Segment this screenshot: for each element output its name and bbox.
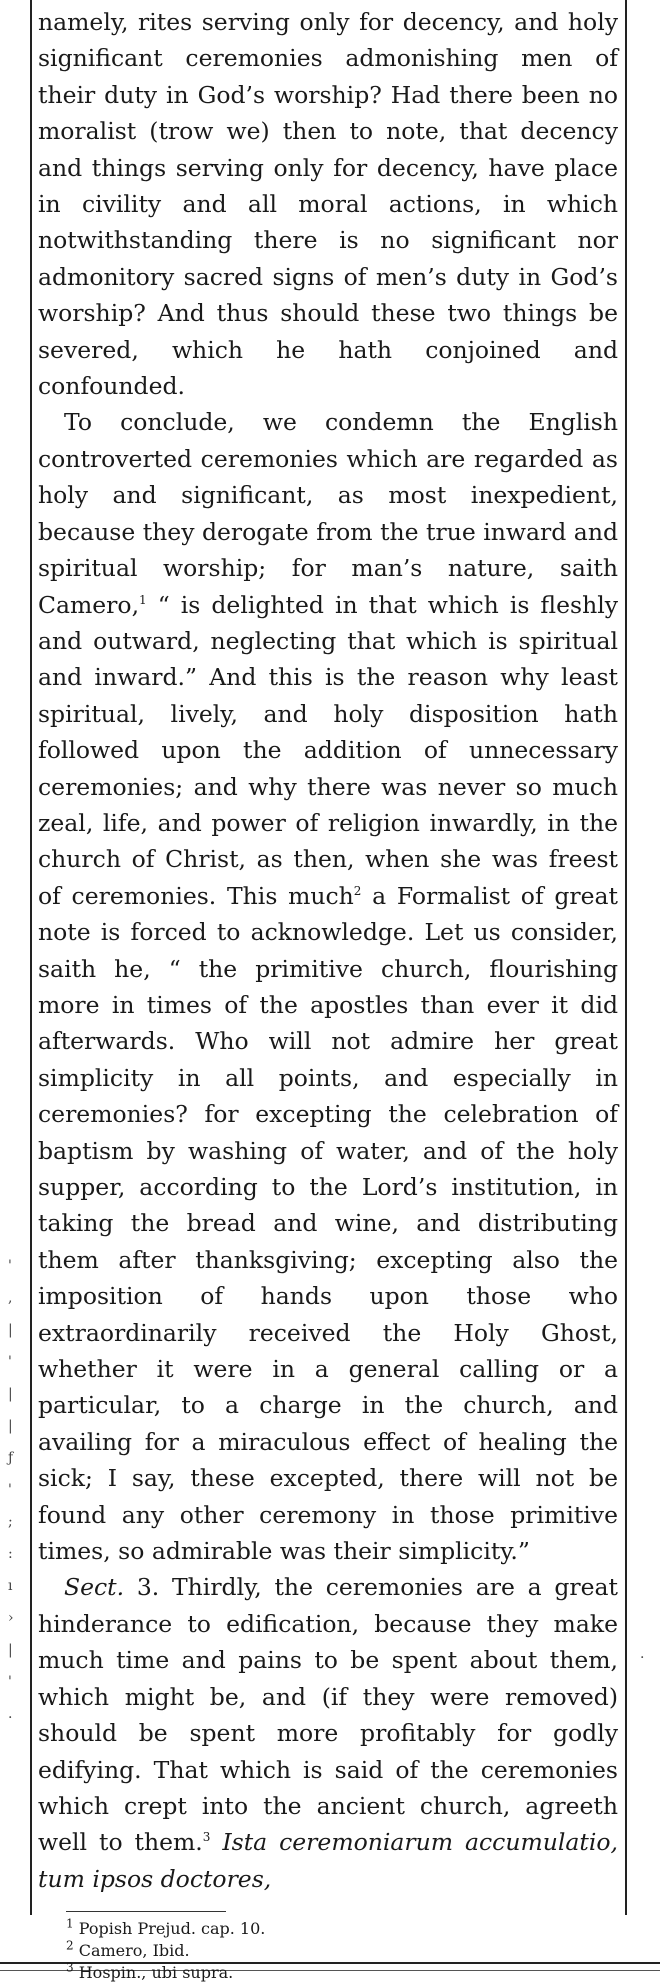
paragraph-text: To conclude, we condemn the English controverted ceremonies which are regarded as holy and significant, as most inexpedient, because they derogate from the true inward and spiritual worship; for man’s nature, saith Camero,: [38, 408, 618, 619]
footnote-text: Popish Prejud. cap. 10.: [73, 1919, 266, 1939]
footnote-number: 1: [66, 1916, 74, 1931]
margin-mark: ›: [8, 1610, 14, 1626]
footnote: [66, 1918, 618, 1940]
footnotes: [38, 1918, 618, 1984]
latin-quotation: Ista ceremoniarum accumulatio, tum ipsos doctores,: [38, 1828, 618, 1893]
left-column-rule: [30, 0, 32, 1915]
paragraph-sect-3: [38, 1569, 618, 1897]
margin-mark: ;: [8, 1514, 13, 1530]
margin-mark: ': [8, 1482, 12, 1498]
margin-mark: ƒ: [8, 1450, 14, 1466]
margin-mark: ı: [8, 1578, 13, 1594]
margin-mark: |: [8, 1642, 13, 1658]
paragraph-text: 3. Thirdly, the ceremonies are a great hinderance to edification, because they make much time and pains to be spent about them, which might be, and (if they were removed) should be spent more profitably for godly edifying. That which is said of the ceremonies which crept into the ancient church, agreeth well to them.: [38, 1573, 618, 1857]
footnote: [66, 1940, 618, 1962]
right-margin-mark: ·: [640, 1650, 645, 1666]
margin-mark: ': [8, 1674, 12, 1690]
left-margin-marks: [8, 1250, 18, 1930]
footnote: [66, 1962, 618, 1984]
margin-mark: :: [8, 1546, 13, 1562]
footnote-ref[interactable]: 1: [139, 592, 147, 607]
footnote-text: Hospin., ubi supra.: [73, 1963, 234, 1983]
margin-mark: ': [8, 1258, 12, 1274]
margin-mark: .: [8, 1706, 13, 1722]
paragraph-continued: [38, 4, 618, 404]
section-label: Sect.: [64, 1573, 125, 1602]
margin-mark: |: [8, 1386, 13, 1402]
footnote-ref[interactable]: 3: [202, 1830, 211, 1845]
paragraph-text: “ is delighted in that which is fleshly and outward, neglecting that which is spiritual and inward.” And this is the reason why least spiritual, lively, and holy disposition hath followed upon the addition of unnecessary ceremonies; and why there was never so much zeal, life, and power of religion inwardly, in the church of Christ, as then, when she was freest of ceremonies. This much: [38, 590, 618, 910]
paragraph-to-conclude: [38, 404, 618, 1569]
footnote-separator: [66, 1911, 226, 1912]
margin-mark: ': [8, 1354, 12, 1370]
text-column: [38, 4, 618, 1984]
margin-mark: |: [8, 1322, 13, 1338]
paragraph-text: namely, rites serving only for decency, and holy significant ceremonies admonishing men of their duty in God’s worship? Had there been no moralist (trow we) then to note, that decency and things serving only for decency, have place in civility and all moral actions, in which notwithstanding there is no significant nor admonitory sacred signs of men’s duty in God’s worship? And thus should these two things be severed, which he hath conjoined and confounded.: [38, 8, 618, 401]
right-column-rule: [625, 0, 627, 1915]
margin-mark: |: [8, 1418, 13, 1434]
paragraph-text: a Formalist of great note is forced to acknowledge. Let us consider, saith he, “ the primitive church, flourishing more in times of the apostles than ever it did afterwards. Who will not admire her great simplicity in all points, and especially in ceremonies? for excepting the celebration of baptism by washing of water, and of the holy supper, according to the Lord’s institution, in taking the bread and wine, and distributing them after thanksgiving; excepting also the imposition of hands upon those who extraordinarily received the Holy Ghost, whether it were in a general calling or a particular, to a charge in the church, and availing for a miraculous effect of healing the sick; I say, these excepted, there will not be found any other ceremony in those primitive times, so admirable was their simplicity.”: [38, 881, 618, 1566]
footnote-ref[interactable]: 2: [353, 883, 362, 898]
footnote-number: 2: [66, 1938, 74, 1953]
footnote-text: Camero, Ibid.: [73, 1941, 190, 1961]
footnote-number: 3: [66, 1960, 74, 1975]
margin-mark: ,: [8, 1290, 13, 1306]
